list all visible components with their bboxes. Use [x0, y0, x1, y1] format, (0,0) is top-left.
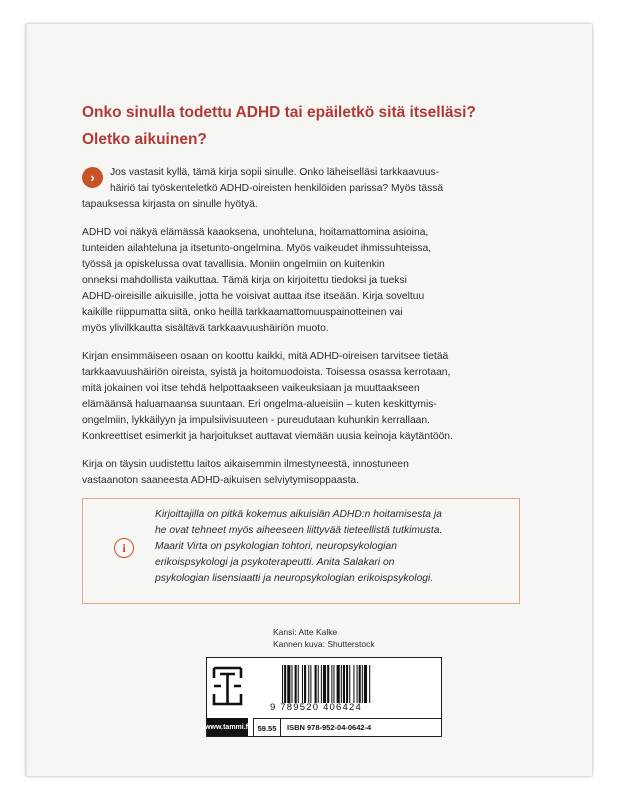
publisher-url: www.tammi.fi: [207, 718, 248, 736]
body-line: kaikille riippumatta siitä, onko heillä tarkkaamattomuuspainotteinen vai: [82, 307, 403, 318]
body-line: työssä ja opiskelussa ovat tavallisia. Moniin ongelmiin on kuitenkin: [82, 259, 385, 270]
barcode-bar: [327, 665, 329, 703]
author-info-line: he ovat tehneet myös aiheeseen liittyvää tieteellistä tutkimusta.: [155, 525, 443, 536]
barcode-bar: [362, 665, 363, 703]
body-line: vastaanoton saaneesta ADHD-aikuisen selviytymisoppaasta.: [82, 475, 360, 486]
body-line: myös ylivilkkautta sisältävä tarkkaavuushäiriön muoto.: [82, 323, 329, 334]
author-info-line: psykologian lisensiaatti ja neuropsykologian erikoispsykologi.: [155, 573, 434, 584]
headline-question: Onko sinulla todettu ADHD tai epäiletkö sitä itselläsi?: [82, 104, 476, 121]
barcode-bar: [315, 665, 317, 703]
barcode-bar: [349, 665, 350, 703]
barcode-bar: [364, 665, 367, 703]
barcode-bar: [318, 665, 319, 703]
price-code: 59.55: [253, 718, 280, 737]
barcode-bar: [369, 665, 370, 703]
body-line: elämäänsä haluamaansa suuntaan. Eri ongelma-alueisiin – kuten keskittymis-: [82, 399, 437, 410]
body-line: Konkreettiset esimerkit ja harjoitukset auttavat viemään uusia keinoja käytäntöön.: [82, 431, 453, 442]
body-line: mitä jokainen voi itse tehdä helpottaakseen vaikeuksiaan ja muuttaakseen: [82, 383, 420, 394]
author-info-line: Maarit Virta on psykologian tohtori, neuropsykologian: [155, 541, 397, 552]
barcode-digits: 9 789520 406424: [270, 702, 362, 713]
headline-subquestion: Oletko aikuinen?: [82, 131, 207, 148]
barcode-bar: [346, 665, 348, 703]
intro-line: tapauksessa kirjasta on sinulle hyötyä.: [82, 199, 258, 210]
body-line: Kirjan ensimmäiseen osaan on koottu kaikki, mitä ADHD-oireisen tarvitsee tietää: [82, 351, 449, 362]
info-icon: i: [114, 538, 134, 558]
barcode-bar: [331, 665, 332, 703]
barcode-bar: [357, 665, 358, 703]
barcode-bar: [343, 665, 345, 703]
barcode-bar: [323, 665, 326, 703]
barcode-bar: [304, 665, 306, 703]
chevron-right-icon: ›: [82, 167, 103, 188]
barcode-bar: [295, 665, 297, 703]
intro-line: Jos vastasit kyllä, tämä kirja sopii sinulle. Onko läheiselläsi tarkkaavuus-: [110, 167, 440, 178]
photo-credit: Kannen kuva: Shutterstock: [273, 639, 375, 649]
barcode-bar: [282, 665, 283, 703]
barcode-bar: [341, 665, 342, 703]
barcode-bar: [298, 665, 299, 703]
body-line: tunteiden ailahteluna ja itsetunto-ongelmina. Myös vaikeudet ihmissuhteissa,: [82, 243, 432, 254]
barcode-bars: [282, 665, 432, 703]
barcode-bar: [302, 665, 303, 703]
barcode-bar: [337, 665, 340, 703]
author-info-line: erikoispsykologi ja psykoterapeutti. Anita Salakari on: [155, 557, 395, 568]
intro-line: häiriö tai työskenteletkö ADHD-oireisten henkilöiden parissa? Myös tässä: [110, 183, 444, 194]
body-line: tarkkaavuushäiriön oireista, syistä ja hoitomuodoista. Toisessa osassa kerrotaan,: [82, 367, 451, 378]
barcode-bar: [284, 665, 286, 703]
barcode-bar: [359, 665, 361, 703]
barcode-bar: [353, 665, 354, 703]
body-line: ADHD voi näkyä elämässä kaaoksena, unohteluna, hoitamattomina asioina,: [82, 227, 429, 238]
body-line: ADHD-oireisille aikuisille, jotta he voisivat auttaa itse itseään. Kirja soveltuu: [82, 291, 425, 302]
tammi-logo-icon: [207, 658, 248, 714]
barcode-bar: [291, 665, 292, 703]
body-line: onneksi mahdollista vaikuttaa. Tämä kirja on kirjoitettu tiedoksi ja tueksi: [82, 275, 407, 286]
body-line: Kirja on täysin uudistettu laitos aikaisemmin ilmestyneestä, innostuneen: [82, 459, 409, 470]
author-info-line: Kirjoittajilla on pitkä kokemus aikuisiän ADHD:n hoitamisesta ja: [155, 509, 442, 520]
isbn-label: ISBN 978-952-04-0642-4: [280, 718, 441, 736]
body-line: ongelmiin, lykkäilyyn ja impulsiivisuuteen - pureudutaan kuhunkin kerrallaan.: [82, 415, 430, 426]
barcode-bar: [310, 665, 311, 703]
cover-credit: Kansi: Atte Kalke: [273, 627, 338, 637]
barcode-bar: [333, 665, 334, 703]
barcode-bar: [287, 665, 290, 703]
barcode-bar: [321, 665, 322, 703]
barcode-bar: [308, 665, 309, 703]
